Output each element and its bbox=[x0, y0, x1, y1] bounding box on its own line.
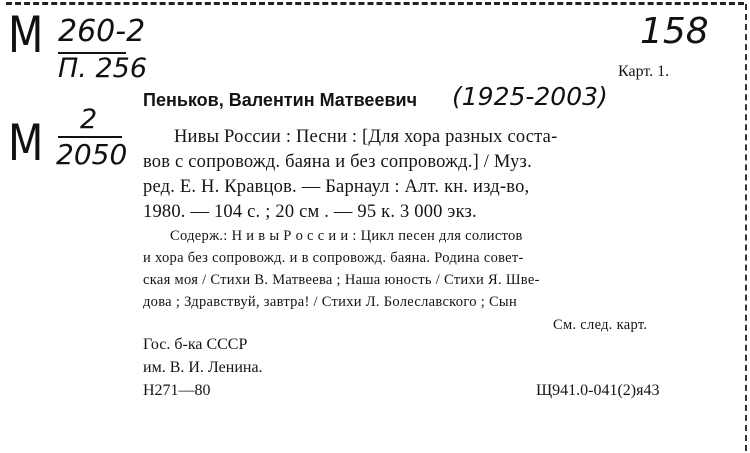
shelfmark-2-bottom: 2050 bbox=[56, 138, 128, 171]
author-heading: Пеньков, Валентин Матвеевич bbox=[143, 90, 418, 110]
library-line-3: Н271—80 bbox=[143, 382, 211, 399]
description-line-1: Нивы России : Песни : [Для хора разных соста- bbox=[174, 127, 558, 147]
card-label: Карт. 1. bbox=[618, 63, 670, 80]
contents-line-3: ская моя / Стихи В. Матвеева ; Наша юность / Стихи Я. Шве- bbox=[143, 272, 540, 288]
shelfmark-1-prefix: М bbox=[8, 6, 44, 64]
handwritten-number: 158 bbox=[640, 11, 709, 52]
shelfmark-2-top: 2 bbox=[80, 104, 98, 135]
card-right-border bbox=[745, 4, 747, 451]
shelfmark-1-bottom: П. 256 bbox=[58, 53, 148, 84]
contents-line-2: и хора без сопровожд. и в сопровожд. баяна. Родина совет- bbox=[143, 250, 524, 266]
shelfmark-1-top: 260-2 bbox=[58, 14, 146, 49]
description-line-3: ред. Е. Н. Кравцов. — Барнаул : Алт. кн. изд-во, bbox=[143, 177, 530, 197]
description-line-2: вов с сопровожд. баяна и без сопровожд.] / Муз. bbox=[143, 152, 532, 172]
classification-index: Щ941.0-041(2)я43 bbox=[536, 382, 660, 399]
library-line-1: Гос. б-ка СССР bbox=[143, 336, 248, 353]
contents-line-4: дова ; Здравствуй, завтра! / Стихи Л. Болеславского ; Сын bbox=[143, 294, 518, 310]
description-line-4: 1980. — 104 с. ; 20 см . — 95 к. 3 000 экз. bbox=[143, 202, 477, 222]
library-line-2: им. В. И. Ленина. bbox=[143, 359, 263, 376]
contents-line-1: Содерж.: Н и в ы Р о с с и и : Цикл песен для солистов bbox=[170, 228, 523, 244]
continued-note: См. след. карт. bbox=[553, 317, 648, 333]
shelfmark-2-prefix: М bbox=[8, 114, 44, 172]
card-top-border bbox=[6, 2, 744, 5]
handwritten-years: (1925-2003) bbox=[452, 82, 608, 111]
